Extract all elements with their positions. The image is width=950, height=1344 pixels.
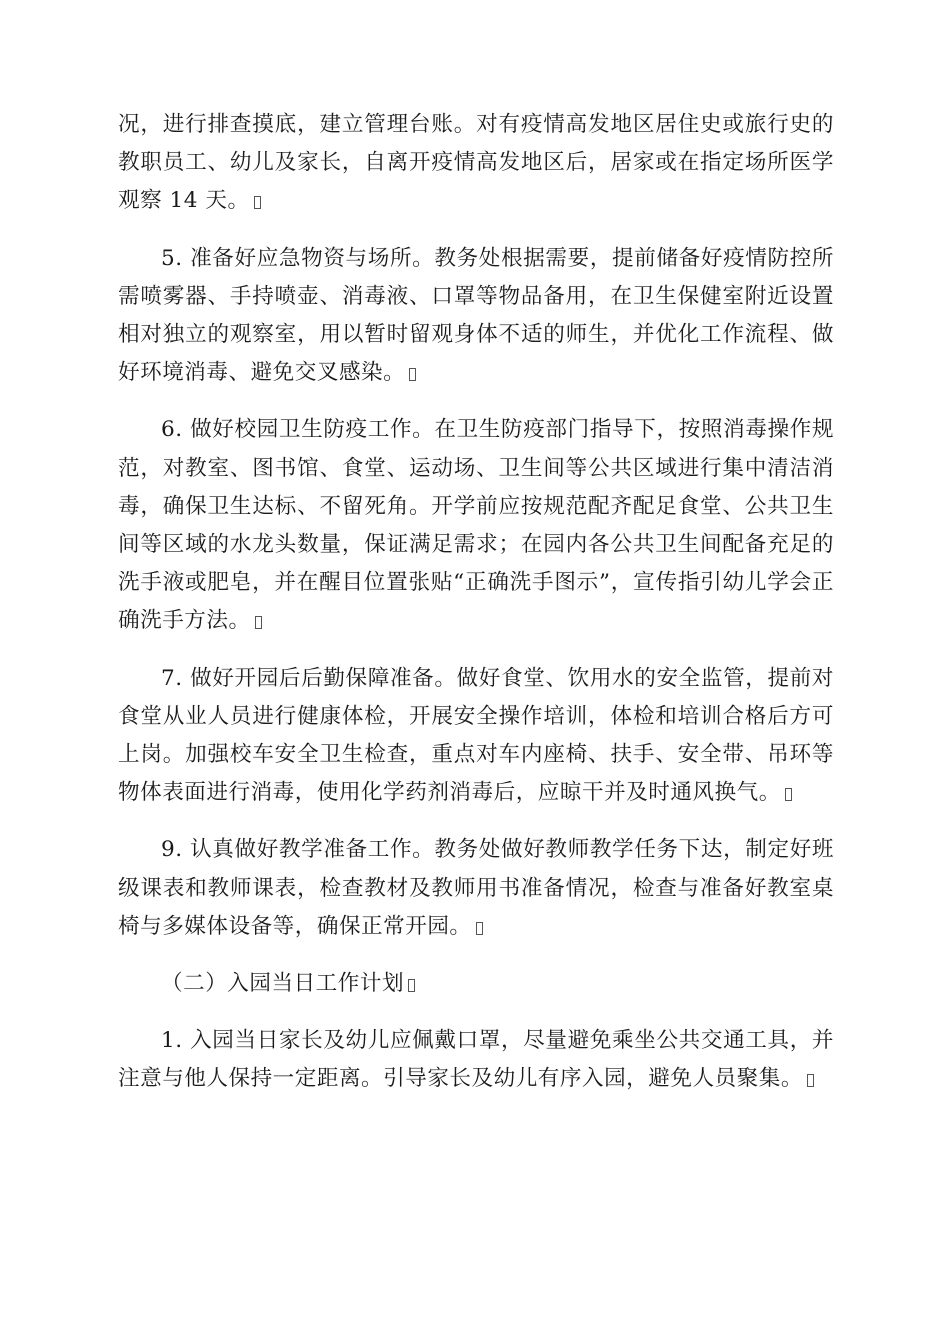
heading-text: （二）入园当日工作计划	[161, 971, 405, 997]
paragraph-mark-icon	[254, 196, 261, 209]
paragraph-text: 6. 做好校园卫生防疫工作。在卫生防疫部门指导下，按照消毒操作规范，对教室、图书馆、食堂、运动场、卫生间等公共区域进行集中清洁消毒，确保卫生达标、不留死角。开学前应按规范配齐配足食堂、公共卫生间等区域的水龙头数量，保证满足需求；在园内各公共卫生间配备充足的洗手液或肥皂，并在醒目位置张贴“正确洗手图示”，宣传指引幼儿学会正确洗手方法。	[118, 417, 834, 634]
paragraph-text: 5. 准备好应急物资与场所。教务处根据需要，提前储备好疫情防控所需喷雾器、手持喷壶、消毒液、口罩等物品备用，在卫生保健室附近设置相对独立的观察室，用以暂时留观身体不适的师生，并优化工作流程、做好环境消毒、避免交叉感染。	[118, 245, 834, 386]
paragraph-item-1	[118, 1022, 834, 1098]
paragraph-mark-icon	[785, 788, 792, 801]
paragraph-item-9	[118, 831, 834, 946]
document-page	[118, 106, 834, 1118]
paragraph-item-7	[118, 660, 834, 813]
paragraph-item-6	[118, 411, 834, 640]
paragraph-mark-icon	[408, 979, 415, 992]
section-heading	[118, 965, 834, 1003]
paragraph-text: 1. 入园当日家长及幼儿应佩戴口罩，尽量避免乘坐公共交通工具，并注意与他人保持一定距离。引导家长及幼儿有序入园，避免人员聚集。	[118, 1028, 834, 1092]
paragraph-mark-icon	[807, 1074, 814, 1087]
paragraph-mark-icon	[476, 922, 483, 935]
paragraph-item-5	[118, 240, 834, 393]
paragraph-text: 7. 做好开园后后勤保障准备。做好食堂、饮用水的安全监管，提前对食堂从业人员进行健康体检，开展安全操作培训，体检和培训合格后方可上岗。加强校车安全卫生检查，重点对车内座椅、扶手、安全带、吊环等物体表面进行消毒，使用化学药剂消毒后，应晾干并及时通风换气。	[118, 665, 834, 806]
paragraph-mark-icon	[409, 368, 416, 381]
paragraph-text: 9. 认真做好教学准备工作。教务处做好教师教学任务下达，制定好班级课表和教师课表，检查教材及教师用书准备情况，检查与准备好教室桌椅与多媒体设备等，确保正常开园。	[118, 837, 834, 939]
paragraph-mark-icon	[255, 616, 262, 629]
paragraph-continued	[118, 106, 834, 221]
paragraph-text: 况，进行排查摸底，建立管理台账。对有疫情高发地区居住史或旅行史的教职员工、幼儿及家长，自离开疫情高发地区后，居家或在指定场所医学观察 14 天。	[118, 112, 834, 214]
